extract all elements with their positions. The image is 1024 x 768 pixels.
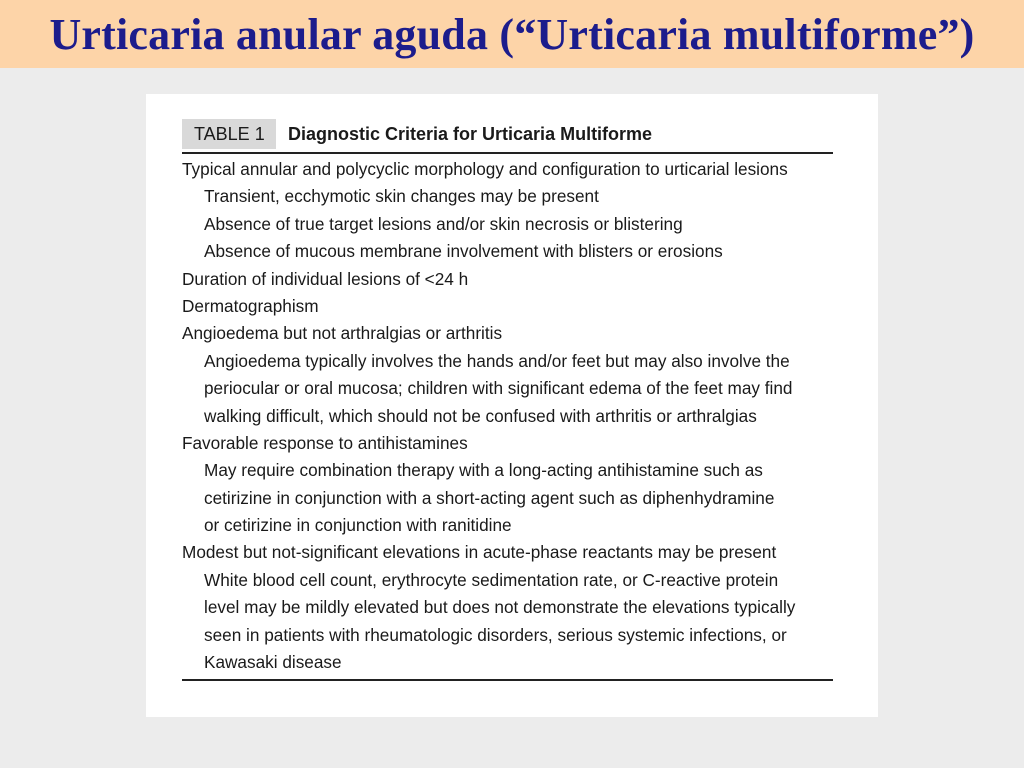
criterion-detail: Transient, ecchymotic skin changes may be present: [204, 186, 599, 207]
criterion-detail: Absence of true target lesions and/or skin necrosis or blistering: [204, 213, 683, 234]
criterion-item: Angioedema but not arthralgias or arthritis: [182, 323, 503, 344]
criterion-detail: White blood cell count, erythrocyte sedimentation rate, or C-reactive protein: [204, 569, 779, 590]
criterion-detail: or cetirizine in conjunction with ranitidine: [204, 515, 512, 536]
criterion-detail: Kawasaki disease: [204, 652, 342, 673]
criterion-detail: seen in patients with rheumatologic disorders, serious systemic infections, or: [204, 624, 787, 645]
criterion-detail: Absence of mucous membrane involvement with blisters or erosions: [204, 241, 723, 262]
criterion-detail: periocular or oral mucosa; children with significant edema of the feet may find: [204, 378, 793, 399]
table-label: TABLE 1: [182, 119, 276, 149]
criterion-detail: Angioedema typically involves the hands and/or feet but may also involve the: [204, 350, 790, 371]
criterion-item: Duration of individual lesions of <24 h: [182, 268, 469, 289]
table-header: [182, 119, 833, 149]
criterion-item: Typical annular and polycyclic morphology and configuration to urticarial lesions: [182, 159, 788, 179]
criterion-item: Modest but not-significant elevations in acute-phase reactants may be present: [182, 542, 777, 563]
criterion-detail: cetirizine in conjunction with a short-acting agent such as diphenhydramine: [204, 487, 775, 508]
criterion-item: Favorable response to antihistamines: [182, 432, 468, 453]
criterion-detail: walking difficult, which should not be confused with arthritis or arthralgias: [204, 405, 757, 426]
slide-title-bar: [0, 0, 1024, 68]
table-top-rule: [182, 152, 833, 154]
slide-title: Urticaria anular aguda (“Urticaria multiforme”): [49, 9, 975, 59]
criterion-item: Dermatographism: [182, 295, 319, 316]
criterion-detail: May require combination therapy with a long-acting antihistamine such as: [204, 460, 763, 481]
table-image: [146, 94, 878, 717]
criterion-detail: level may be mildly elevated but does not demonstrate the elevations typically: [204, 597, 796, 618]
criteria-list: [182, 156, 842, 676]
table-caption: Diagnostic Criteria for Urticaria Multiforme: [288, 123, 653, 144]
table-bottom-rule: [182, 679, 833, 681]
